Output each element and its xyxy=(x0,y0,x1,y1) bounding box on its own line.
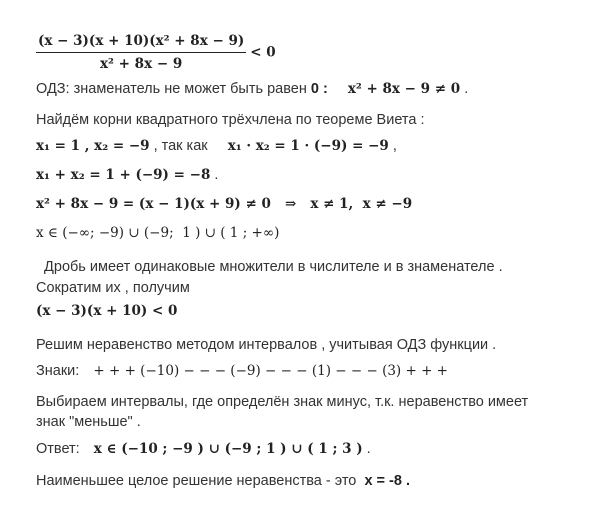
fraction-numerator: (x − 3)(x + 10)(x² + 8x − 9) xyxy=(36,32,246,53)
roots-product: x₁ · x₂ = 1 · (−9) = −9 xyxy=(227,138,389,154)
roots-end: , xyxy=(392,138,397,154)
signs-line xyxy=(36,362,448,380)
roots-line xyxy=(36,137,397,155)
interval-text: Решим неравенство методом интервалов , учитывая ОДЗ функции . xyxy=(36,337,497,353)
choose-text-1: Выбираем интервалы, где определён знак минус, т.к. неравенство имеет xyxy=(36,394,529,410)
inequality-relation: < 0 xyxy=(250,44,276,61)
sum-line xyxy=(36,166,218,184)
sum-end: . xyxy=(214,167,219,183)
domain-set: x ∈ (−∞; −9) ∪ (−9; 1 ) ∪ ( 1 ; +∞) xyxy=(36,225,280,241)
choose-text-2: знак "меньше" . xyxy=(36,414,141,430)
odz-end: . xyxy=(464,81,469,97)
conclusion-line xyxy=(36,472,410,490)
roots-sum: x₁ + x₂ = 1 + (−9) = −8 xyxy=(36,167,211,183)
cancel-text-1: Дробь имеет одинаковые множители в числителе и в знаменателе . xyxy=(36,259,503,275)
odz-zero: 0 : xyxy=(310,81,328,97)
vieta-intro: Найдём корни квадратного трёхчлена по теореме Виета : xyxy=(36,112,425,128)
answer-end: . xyxy=(366,441,371,457)
odz-line xyxy=(36,80,468,98)
conclusion-value: x = -8 . xyxy=(364,473,410,489)
roots-since: , так как xyxy=(153,138,208,154)
inequality-fraction xyxy=(36,32,246,73)
answer-line xyxy=(36,440,371,458)
inequality-line xyxy=(36,32,276,73)
answer-label: Ответ: xyxy=(36,441,80,457)
answer-expr: x ∈ (−10 ; −9 ) ∪ (−9 ; 1 ) ∪ ( 1 ; 3 ) xyxy=(93,441,363,457)
fraction-denominator: x² + 8x − 9 xyxy=(100,56,183,72)
factorization-line: x² + 8x − 9 = (x − 1)(x + 9) ≠ 0 ⇒ x ≠ 1, x ≠ −9 xyxy=(36,196,413,212)
signs-label: Знаки: xyxy=(36,363,80,379)
odz-condition: x² + 8x − 9 ≠ 0 xyxy=(347,81,461,97)
conclusion-text: Наименьшее целое решение неравенства - это xyxy=(36,473,361,489)
reduced-inequality: (x − 3)(x + 10) < 0 xyxy=(36,303,178,319)
cancel-text-2: Сократим их , получим xyxy=(36,280,190,296)
odz-text: ОДЗ: знаменатель не может быть равен xyxy=(36,81,307,97)
signs-expr: + + + (−10) − − − (−9) − − − (1) − − − (3) + + + xyxy=(93,363,448,379)
roots-values: x₁ = 1 , x₂ = −9 xyxy=(36,138,150,154)
